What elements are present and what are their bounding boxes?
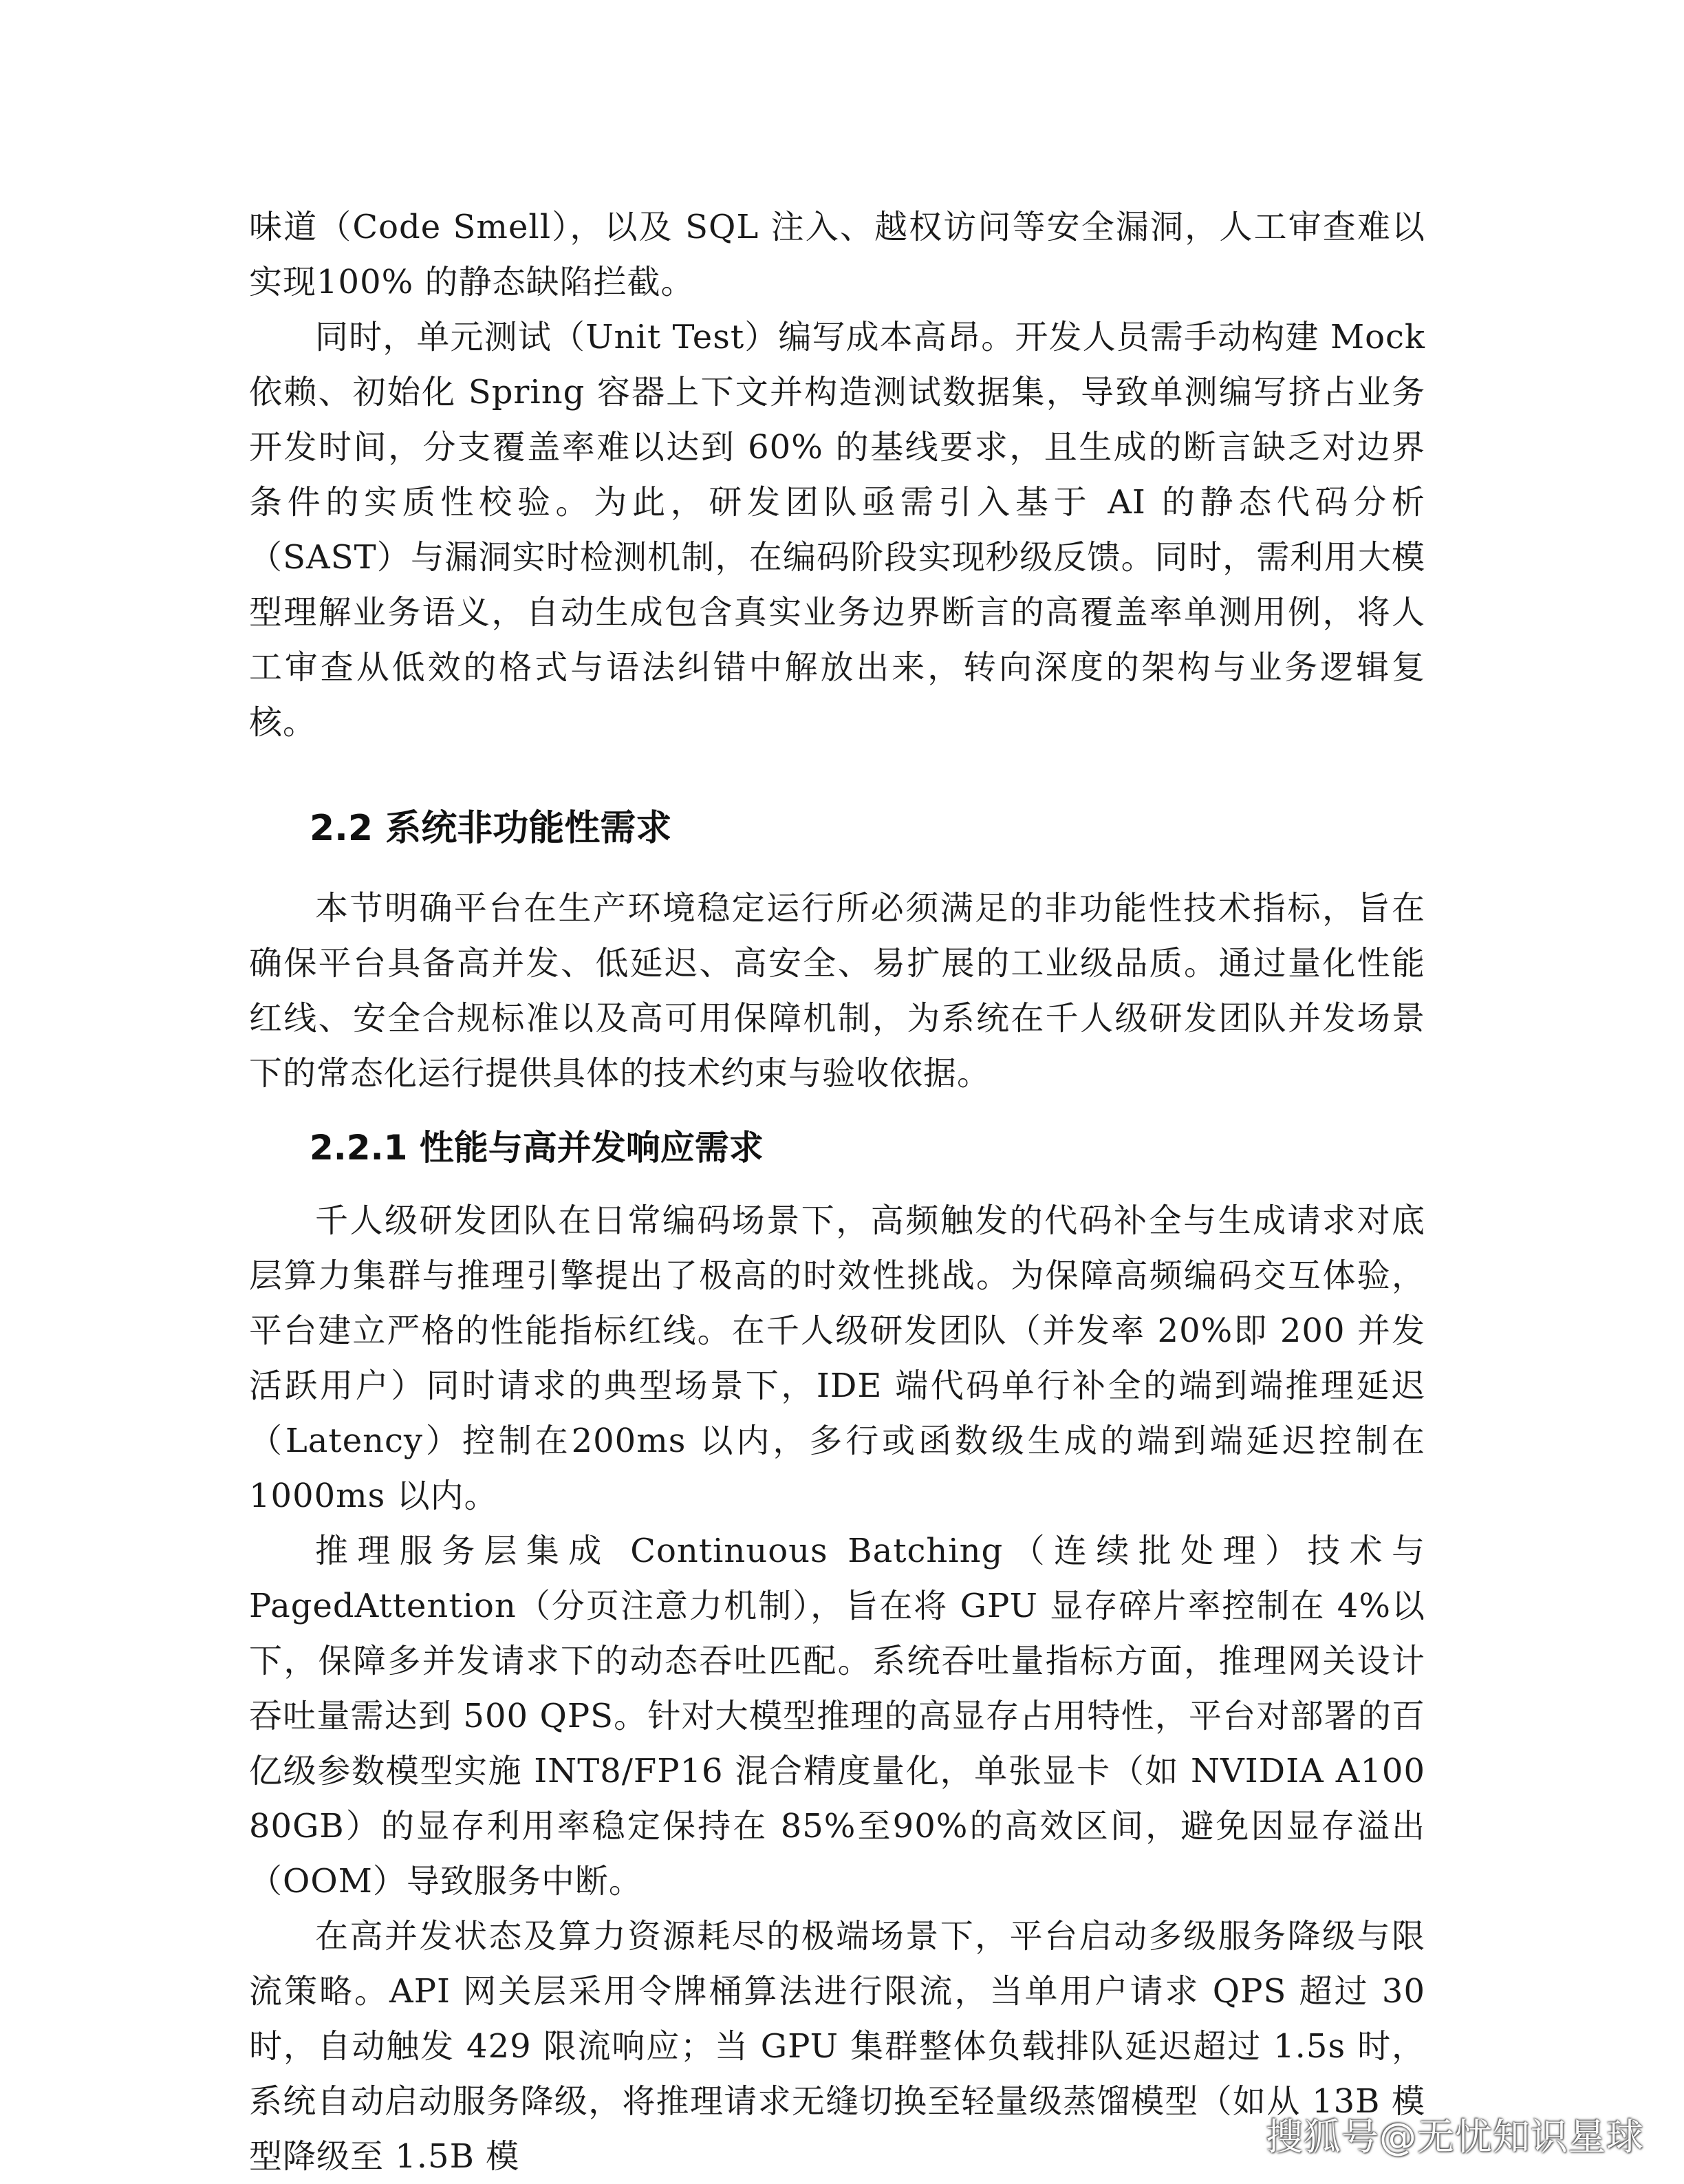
body-paragraph: 推理服务层集成 Continuous Batching（连续批处理）技术与 PagedAttention（分页注意力机制），旨在将 GPU 显存碎片率控制在 4%以下，保障多并发请求下的动态吞吐匹配。系统吞吐量指标方面，推理网关设计吞吐量需达到 500 QPS。针对大模型推理的高显存占用特性，平台对部署的百亿级参数模型实施 INT8/FP16 混合精度量化，单张显卡（如 NVIDIA A100 80GB）的显存利用率稳定保持在 85%至90%的高效区间，避免因显存溢出（OOM）导致服务中断。 bbox=[249, 1532, 1425, 1901]
section-heading: 2.2 系统非功能性需求 bbox=[310, 808, 672, 849]
body-paragraph: 味道（Code Smell），以及 SQL 注入、越权访问等安全漏洞，人工审查难以实现100% 的静态缺陷拦截。 bbox=[249, 208, 1425, 301]
body-paragraph: 在高并发状态及算力资源耗尽的极端场景下，平台启动多级服务降级与限流策略。API 网关层采用令牌桶算法进行限流，当单用户请求 QPS 超过 30 时，自动触发 429 限流响应；当 GPU 集群整体负载排队延迟超过 1.5s 时，系统自动启动服务降级，将推理请求无缝切换至轻量级蒸馏模型（如从 13B 模型降级至 1.5B 模 bbox=[249, 1917, 1425, 2176]
document-page bbox=[249, 200, 1425, 2184]
body-paragraph: 千人级研发团队在日常编码场景下，高频触发的代码补全与生成请求对底层算力集群与推理引擎提出了极高的时效性挑战。为保障高频编码交互体验，平台建立严格的性能指标红线。在千人级研发团队（并发率 20%即 200 并发活跃用户）同时请求的典型场景下，IDE 端代码单行补全的端到端推理延迟（Latency）控制在200ms 以内，多行或函数级生成的端到端延迟控制在 1000ms 以内。 bbox=[249, 1201, 1425, 1515]
source-watermark: 搜狐号@无忧知识星球 bbox=[1266, 2115, 1644, 2159]
body-paragraph: 本节明确平台在生产环境稳定运行所必须满足的非功能性技术指标，旨在确保平台具备高并发、低延迟、高安全、易扩展的工业级品质。通过量化性能红线、安全合规标准以及高可用保障机制，为系统在千人级研发团队并发场景下的常态化运行提供具体的技术约束与验收依据。 bbox=[249, 889, 1425, 1093]
subsection-heading: 2.2.1 性能与高并发响应需求 bbox=[310, 1128, 764, 1168]
body-paragraph: 同时，单元测试（Unit Test）编写成本高昂。开发人员需手动构建 Mock 依赖、初始化 Spring 容器上下文并构造测试数据集，导致单测编写挤占业务开发时间，分支覆盖率难以达到 60% 的基线要求，且生成的断言缺乏对边界条件的实质性校验。为此，研发团队亟需引入基于 AI 的静态代码分析（SAST）与漏洞实时检测机制，在编码阶段实现秒级反馈。同时，需利用大模型理解业务语义，自动生成包含真实业务边界断言的高覆盖率单测用例，将人工审查从低效的格式与语法纠错中解放出来，转向深度的架构与业务逻辑复核。 bbox=[249, 318, 1425, 742]
